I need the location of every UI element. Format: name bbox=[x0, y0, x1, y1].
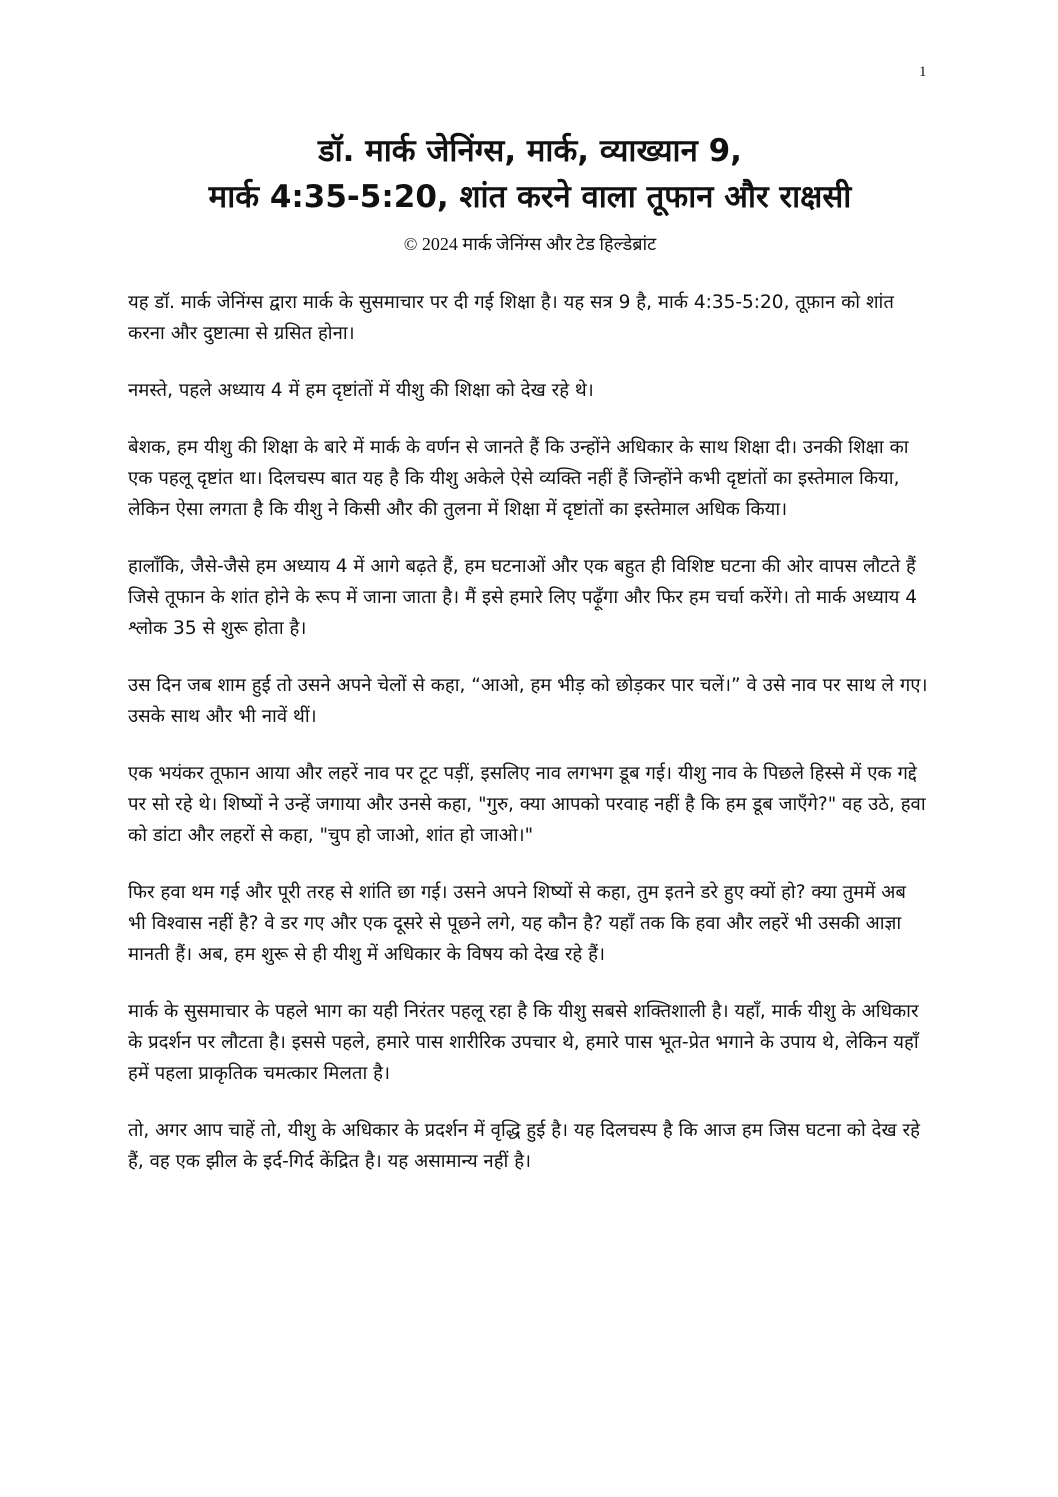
paragraph: एक भयंकर तूफान आया और लहरें नाव पर टूट पड़ीं, इसलिए नाव लगभग डूब गई। यीशु नाव के पिछले हिस्से में एक गद्दे पर सो रहे थे। शिष्यों ने उन्हें जगाया और उनसे कहा, "गुरु, क्या आपको परवाह नहीं है कि हम डूब जाएँगे?" वह उठे, हवा को डांटा और लहरों से कहा, "चुप हो जाओ, शांत हो जाओ।" bbox=[128, 763, 926, 846]
paragraph: यह डॉ. मार्क जेनिंग्स द्वारा मार्क के सुसमाचार पर दी गई शिक्षा है। यह सत्र 9 है, मार्क 4:35-5:20, तूफ़ान को शांत करना और दुष्टात्मा से ग्रसित होना। bbox=[128, 292, 894, 344]
copyright-notice: © 2024 मार्क जेनिंग्स और टेड हिल्डेब्रांट bbox=[403, 234, 657, 254]
paragraph: मार्क के सुसमाचार के पहले भाग का यही निरंतर पहलू रहा है कि यीशु सबसे शक्तिशाली है। यहाँ, मार्क यीशु के अधिकार के प्रदर्शन पर लौटता है। इससे पहले, हमारे पास शारीरिक उपचार थे, हमारे पास भूत-प्रेत भगाने के उपाय थे, लेकिन यहाँ हमें पहला प्राकृतिक चमत्कार मिलता है। bbox=[128, 1001, 919, 1084]
paragraph: बेशक, हम यीशु की शिक्षा के बारे में मार्क के वर्णन से जानते हैं कि उन्होंने अधिकार के साथ शिक्षा दी। उनकी शिक्षा का एक पहलू दृष्टांत था। दिलचस्प बात यह है कि यीशु अकेले ऐसे व्यक्ति नहीं हैं जिन्होंने कभी दृष्टांतों का इस्तेमाल किया, लेकिन ऐसा लगता है कि यीशु ने किसी और की तुलना में शिक्षा में दृष्टांतों का इस्तेमाल अधिक किया। bbox=[128, 437, 909, 520]
paragraph: फिर हवा थम गई और पूरी तरह से शांति छा गई। उसने अपने शिष्यों से कहा, तुम इतने डरे हुए क्यों हो? क्या तुममें अब भी विश्वास नहीं है? वे डर गए और एक दूसरे से पूछने लगे, यह कौन है? यहाँ तक कि हवा और लहरें भी उसकी आज्ञा मानती हैं। अब, हम शुरू से ही यीशु में अधिकार के विषय को देख रहे हैं। bbox=[128, 882, 906, 965]
paragraph: नमस्ते, पहले अध्याय 4 में हम दृष्टांतों में यीशु की शिक्षा को देख रहे थे। bbox=[128, 380, 594, 401]
paragraph: उस दिन जब शाम हुई तो उसने अपने चेलों से कहा, “आओ, हम भीड़ को छोड़कर पार चलें।” वे उसे नाव पर साथ ले गए। उसके साथ और भी नावें थीं। bbox=[128, 675, 928, 727]
title-line-1: डॉ. मार्क जेनिंग्स, मार्क, व्याख्यान 9, bbox=[318, 133, 742, 169]
page-number: 1 bbox=[919, 64, 927, 80]
paragraph: तो, अगर आप चाहें तो, यीशु के अधिकार के प्रदर्शन में वृद्धि हुई है। यह दिलचस्प है कि आज हम जिस घटना को देख रहे हैं, वह एक झील के इर्द-गिर्द केंद्रित है। यह असामान्य नहीं है। bbox=[128, 1120, 920, 1172]
document-body bbox=[128, 287, 928, 1203]
paragraph: हालाँकि, जैसे-जैसे हम अध्याय 4 में आगे बढ़ते हैं, हम घटनाओं और एक बहुत ही विशिष्ट घटना की ओर वापस लौटते हैं जिसे तूफान के शांत होने के रूप में जाना जाता है। मैं इसे हमारे लिए पढ़ूँगा और फिर हम चर्चा करेंगे। तो मार्क अध्याय 4 श्लोक 35 से शुरू होता है। bbox=[128, 556, 918, 639]
title-line-2: मार्क 4:35-5:20, शांत करने वाला तूफान और राक्षसी bbox=[208, 179, 852, 215]
document-title bbox=[110, 128, 950, 220]
